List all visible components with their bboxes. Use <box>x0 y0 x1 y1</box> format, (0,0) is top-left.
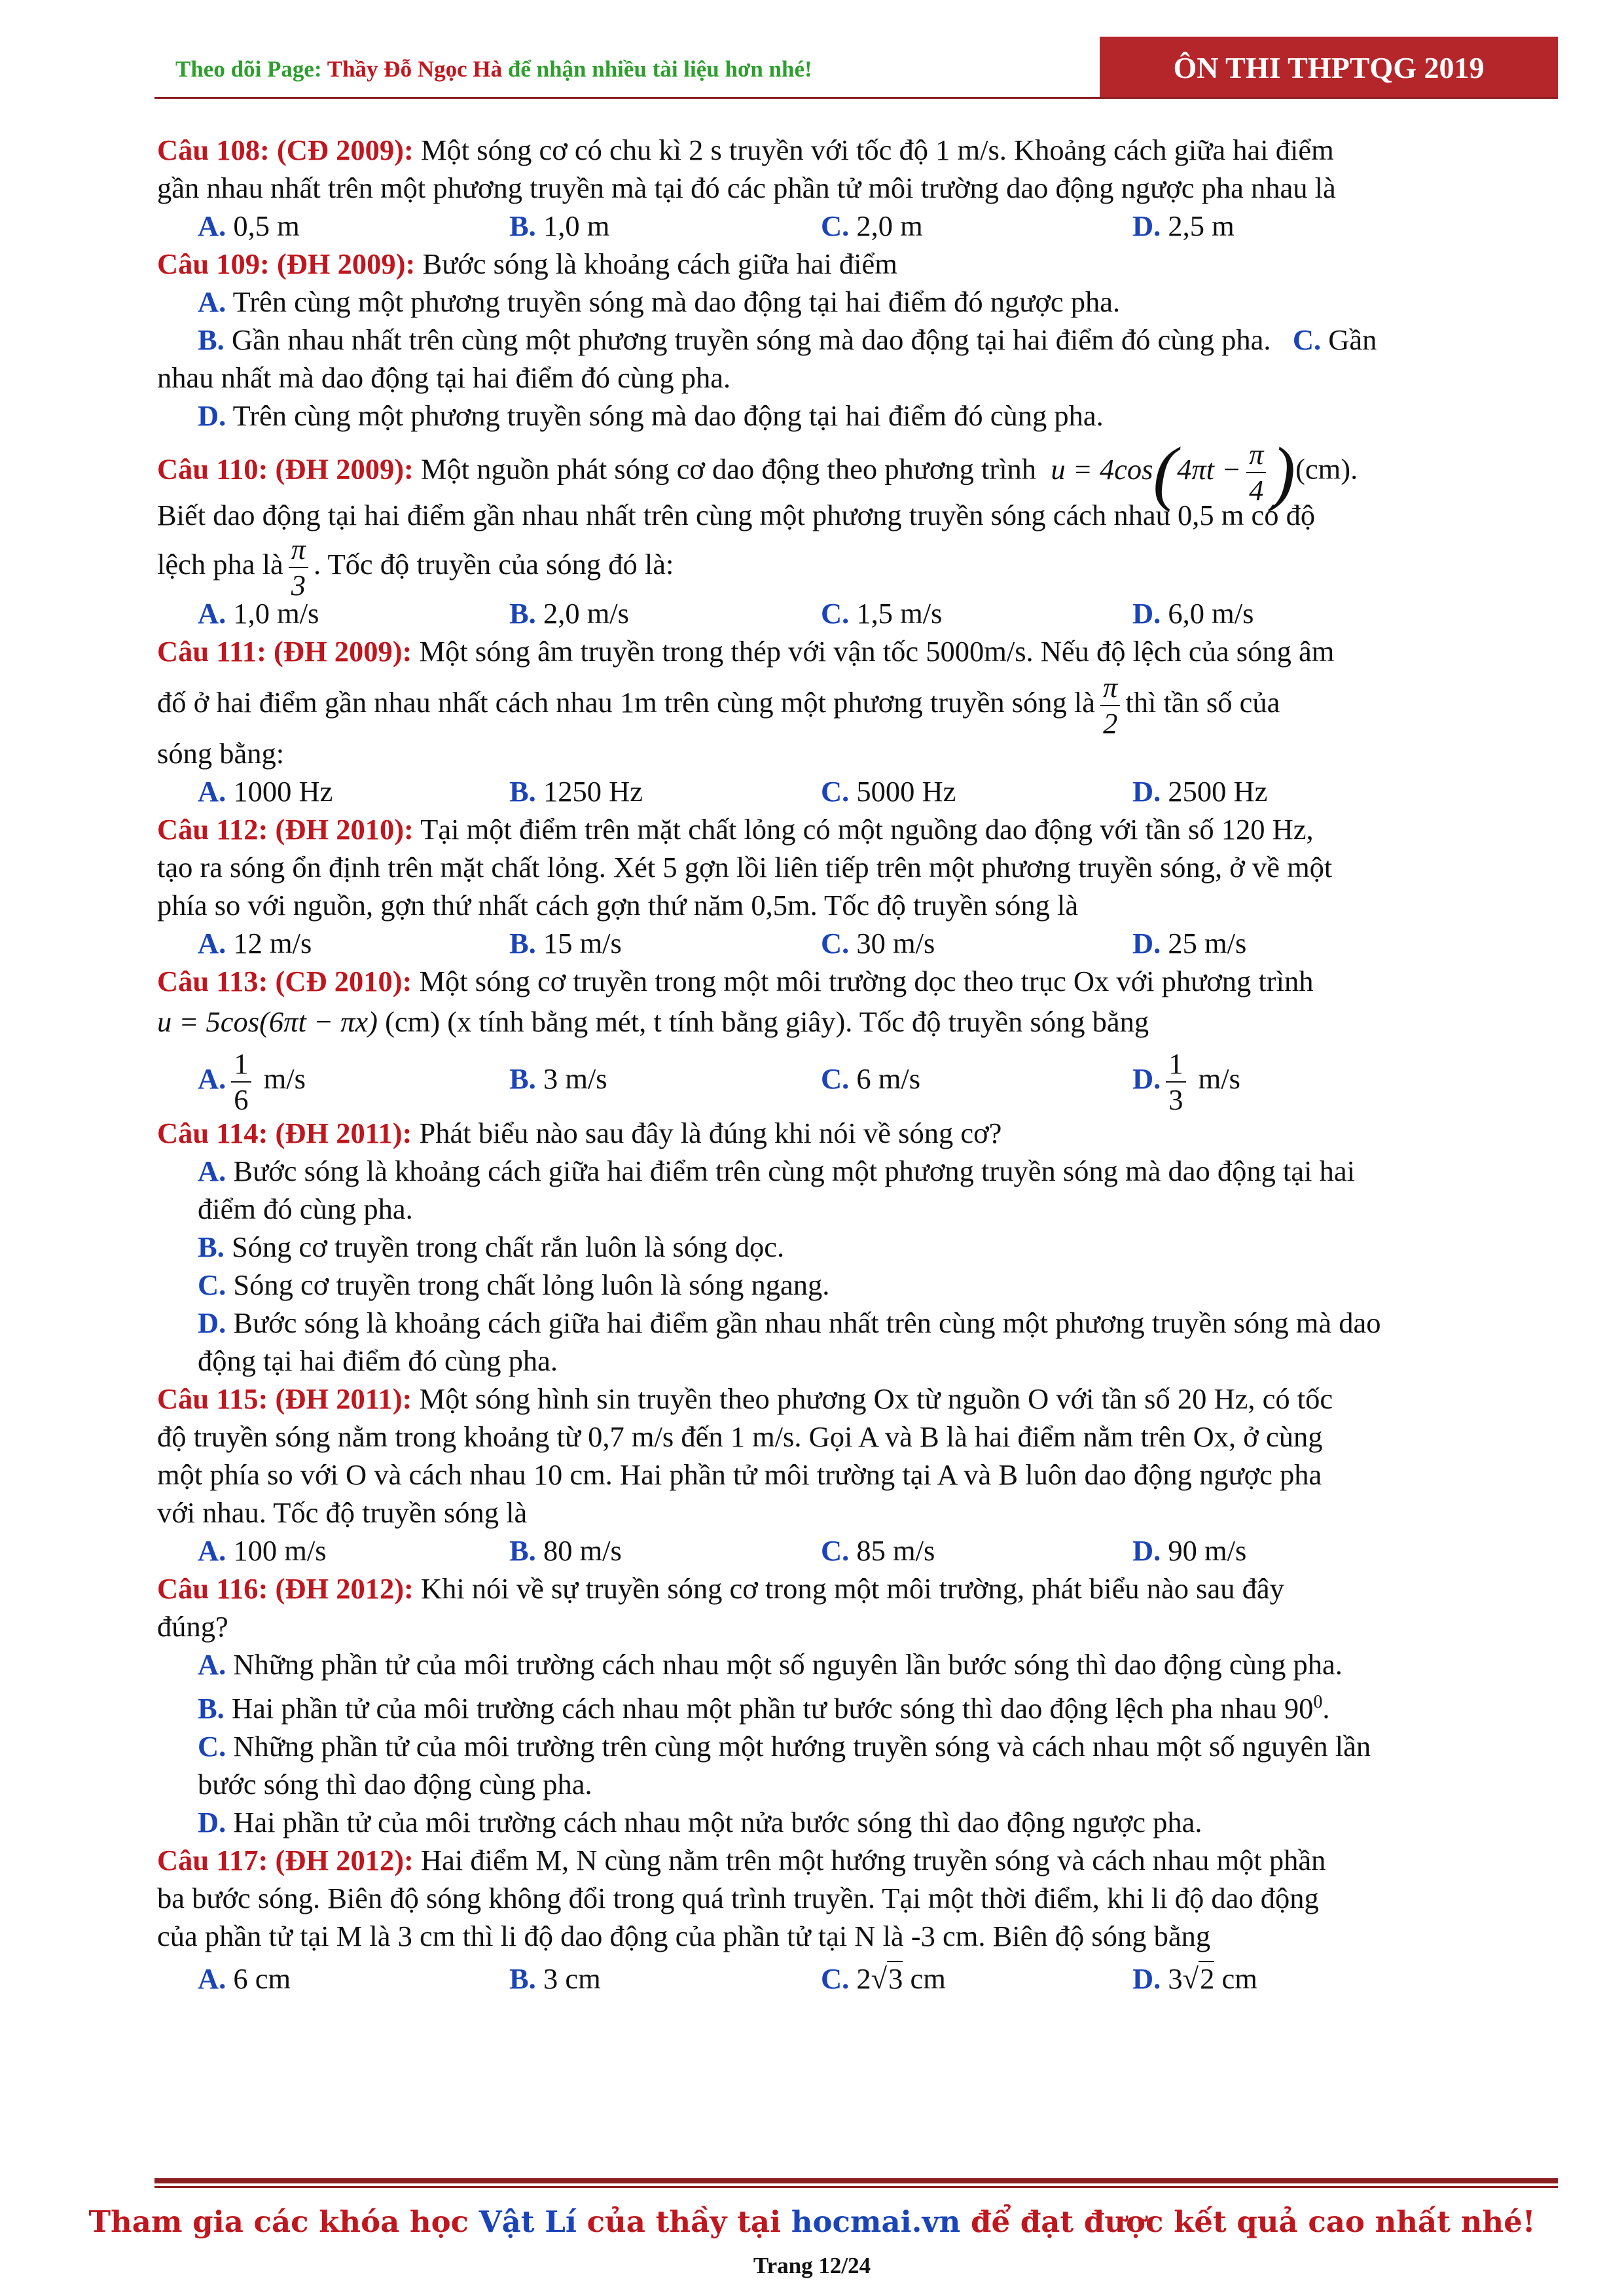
question-114-option-a: A. Bước sóng là khoảng cách giữa hai điểm trên cùng một phương truyền sóng mà dao động tại hai <box>198 1155 1356 1187</box>
footer-divider-thick <box>154 2178 1558 2183</box>
question-109-option-c: nhau nhất mà dao động tại hai điểm đó cùng pha. <box>157 361 731 394</box>
question-116-option-c: C. Những phần tử của môi trường trên cùng một hướng truyền sóng và cách nhau một số nguyên lần <box>198 1729 1371 1763</box>
header-follow-text: Theo dõi Page: Thầy Đỗ Ngọc Hà để nhận nhiều tài liệu hơn nhé! <box>175 56 812 82</box>
question-109-option-d: D. Trên cùng một phương truyền sóng mà dao động tại hai điểm đó cùng pha. <box>198 399 1104 432</box>
question-110-options: A. 1,0 m/s B. 2,0 m/s C. 1,5 m/s D. 6,0 m/s <box>198 597 1254 630</box>
question-116-option-d: D. Hai phần tử của môi trường cách nhau một nửa bước sóng thì dao động ngược pha. <box>198 1805 1202 1839</box>
footer-promo: Tham gia các khóa học Vật Lí của thầy tại hocmai.vn để đạt được kết quả cao nhất nhé! <box>88 2204 1536 2239</box>
question-111-options: A. 1000 Hz B. 1250 Hz C. 5000 Hz D. 2500 Hz <box>198 775 1268 808</box>
question-114-stem: Câu 114: (ĐH 2011): Phát biểu nào sau đây là đúng khi nói về sóng cơ? <box>157 1117 1002 1149</box>
equation-113: u = 5cos(6πt − πx) <box>157 1005 378 1038</box>
question-117-stem: Câu 117: (ĐH 2012): Hai điểm M, N cùng nằm trên một hướng truyền sóng và cách nhau một phần <box>157 1843 1326 1876</box>
question-115-stem: Câu 115: (ĐH 2011): Một sóng hình sin truyền theo phương Ox từ nguồn O với tần số 20 Hz, có tốc <box>157 1382 1333 1415</box>
question-114-option-c: C. Sóng cơ truyền trong chất lỏng luôn là sóng ngang. <box>198 1268 830 1301</box>
question-113-stem: Câu 113: (CĐ 2010): Một sóng cơ truyền trong một môi trường dọc theo trục Ox với phương trình <box>157 965 1314 997</box>
question-109-stem: Câu 109: (ĐH 2009): Bước sóng là khoảng cách giữa hai điểm <box>157 247 897 280</box>
question-113-options: A. $\frac{1}{6}$ m/s B. 3 m/s C. 6 m/s D. $\frac{1}{3}$ m/s <box>198 1047 1240 1116</box>
question-117-options: A. 6 cm B. 3 cm C. 2√3 cm D. 3√2 cm <box>198 1962 1257 1995</box>
question-116-stem: Câu 116: (ĐH 2012): Khi nói về sự truyền sóng cơ trong một môi trường, phát biểu nào sau đây <box>157 1572 1284 1605</box>
question-111-stem: Câu 111: (ĐH 2009): Một sóng âm truyền trong thép với vận tốc 5000m/s. Nếu độ lệch của sóng âm <box>157 635 1335 668</box>
equation-110: u = 4cos(4πt − $\frac{\pi}{4}$ ) <box>1051 432 1296 512</box>
question-116-option-a: A. Những phần tử của môi trường cách nhau một số nguyên lần bước sóng thì dao động cùng pha. <box>198 1648 1343 1681</box>
teacher-name: Thầy Đỗ Ngọc Hà <box>327 56 503 82</box>
question-108-stem: Câu 108: (CĐ 2009): Một sóng cơ có chu kì 2 s truyền với tốc độ 1 m/s. Khoảng cách giữa hai điểm <box>157 134 1334 166</box>
exam-title-banner: ÔN THI THPTQG 2019 <box>1100 37 1558 98</box>
hocmai-link[interactable]: hocmai.vn <box>791 2204 961 2239</box>
question-list: Câu 108: (CĐ 2009): Một sóng cơ có chu kì 2 s truyền với tốc độ 1 m/s. Khoảng cách giữa hai điểm gần nhau nhất trên một phương truyền mà tại đó các phần tử môi trường dao động ngược pha nhau là A. 0,5 m B. 1,0 m C. 2,0 m D. 2,5 m Câu 109: (ĐH 2009): Bước sóng là khoảng cách giữa hai điểm A. Trên cùng một phương truyền sóng mà dao động tại hai điểm đó ngược pha. B. Gần nhau nhất trên cùng một phương truyền sóng mà dao động tại hai điểm đó cùng pha. C. Gần nhau nhất mà dao động tại hai điểm đó cùng pha. D. Trên cùng một phương truyền sóng mà dao động tại hai điểm đó cùng pha. Câu 110: (ĐH 2009): Một nguồn phát sóng cơ dao động theo phương trình u = 4cos(4πt − $\frac{\pi}{4}$ )(cm). Biết dao động tại hai điểm gần nhau nhất trên cùng một phương truyền sóng cách nhau 0,5 m có độ lệch pha là $\frac{\pi}{3}$ . Tốc độ truyền của sóng đó là: A. 1,0 m/s B. 2,0 m/s C. 1,5 m/s D. 6,0 m/s Câu 111: (ĐH 2009): Một sóng âm truyền trong thép với vận tốc 5000m/s. Nếu độ lệch của sóng âm đố ở hai điểm gần nhau nhất cách nhau 1m trên cùng một phương truyền sóng là $\frac{\pi}{2}$ thì tần số của sóng bằng: A. 1000 Hz B. 1250 Hz C. 5000 Hz D. 2500 Hz Câu 112: (ĐH 2010): Tại một điểm trên mặt chất lỏng có một nguồng dao động với tần số 120 Hz, tạo ra sóng ổn định trên mặt chất lỏng. Xét 5 gợn lồi liên tiếp trên một phương truyền sóng, ở về một phía so với nguồn, gợn thứ nhất cách gợn thứ năm 0,5m. Tốc độ truyền sóng là A. 12 m/s B. 15 m/s C. 30 m/s D. 25 m/s Câu 113: (CĐ 2010): Một sóng cơ truyền trong một môi trường dọc theo trục Ox với phương trình u = 5cos(6πt − πx) (cm) (x tính bằng mét, t tính bằng giây). Tốc độ truyền sóng bằng A. $\frac{1}{6}$ m/s B. 3 m/s C. 6 m/s D. $\frac{1}{3}$ m/s Câu 114: (ĐH 2011): Phát biểu nào sau đây là đúng khi nói về sóng cơ? A. Bước sóng là khoảng cách giữa hai điểm trên cùng một phương truyền sóng mà dao động tại hai điểm đó cùng pha. B. Sóng cơ truyền trong chất rắn luôn là sóng dọc. C. Sóng cơ truyền trong chất lỏng luôn là sóng ngang. D. Bước sóng là khoảng cách giữa hai điểm gần nhau nhất trên cùng một phương truyền sóng mà dao động tại hai điểm đó cùng pha. Câu 115: (ĐH 2011): Một sóng hình sin truyền theo phương Ox từ nguồn O với tần số 20 Hz, có tốc độ truyền sóng nằm trong khoảng từ 0,7 m/s đến 1 m/s. Gọi A và B là hai điểm nằm trên Ox, ở cùng một phía so với O và cách nhau 10 cm. Hai phần tử môi trường tại A và B luôn dao động ngược pha với nhau. Tốc độ truyền sóng là A. 100 m/s B. 80 m/s C. 85 m/s D. 90 m/s Câu 116: (ĐH 2012): Khi nói về sự truyền sóng cơ trong một môi trường, phát biểu nào sau đây đúng? A. Những phần tử của môi trường cách nhau một số nguyên lần bước sóng thì dao động cùng pha. B. Hai phần tử của môi trường cách nhau một phần tư bước sóng thì dao động lệch pha nhau $90^0$. C. Những phần tử của môi trường trên cùng một hướng truyền sóng và cách nhau một số nguyên lần bước sóng thì dao động cùng pha. D. Hai phần tử của môi trường cách nhau một nửa bước sóng thì dao động ngược pha. Câu 117: (ĐH 2012): Hai điểm M, N cùng nằm trên một hướng truyền sóng và cách nhau một phần ba bước sóng. Biên độ sóng không đổi trong quá trình truyền. Tại một thời điểm, khi li độ dao động của phần tử tại M là 3 cm thì li độ dao động của phần tử tại N là -3 cm. Biên độ sóng bằng A. 6 cm B. 3 cm C. 2√3 cm D. 3√2 cm <box>157 131 1558 2002</box>
question-110-stem: Câu 110: (ĐH 2009): Một nguồn phát sóng cơ dao động theo phương trình u = 4cos(4πt − $\frac{\pi}{4}$ )(cm). <box>157 432 1358 512</box>
question-108-options: A. 0,5 m B. 1,0 m C. 2,0 m D. 2,5 m <box>198 209 1235 242</box>
footer-divider-thin <box>154 2186 1558 2188</box>
question-112-options: A. 12 m/s B. 15 m/s C. 30 m/s D. 25 m/s <box>198 927 1247 960</box>
question-109-option-b: B. Gần nhau nhất trên cùng một phương truyền sóng mà dao động tại hai điểm đó cùng pha. C. Gần <box>198 323 1377 356</box>
question-115-options: A. 100 m/s B. 80 m/s C. 85 m/s D. 90 m/s <box>198 1534 1247 1567</box>
question-109-option-a: A. Trên cùng một phương truyền sóng mà dao động tại hai điểm đó ngược pha. <box>198 285 1121 318</box>
question-112-stem: Câu 112: (ĐH 2010): Tại một điểm trên mặt chất lỏng có một nguồng dao động với tần số 120 Hz, <box>157 813 1314 846</box>
question-114-option-b: B. Sóng cơ truyền trong chất rắn luôn là sóng dọc. <box>198 1230 785 1263</box>
page-number: Trang 12/24 <box>753 2253 871 2278</box>
question-116-option-b: B. Hai phần tử của môi trường cách nhau một phần tư bước sóng thì dao động lệch pha nhau $90^0$. <box>198 1691 1330 1725</box>
header-divider <box>154 97 1558 99</box>
question-114-option-d: D. Bước sóng là khoảng cách giữa hai điểm gần nhau nhất trên cùng một phương truyền sóng mà dao <box>198 1306 1381 1339</box>
